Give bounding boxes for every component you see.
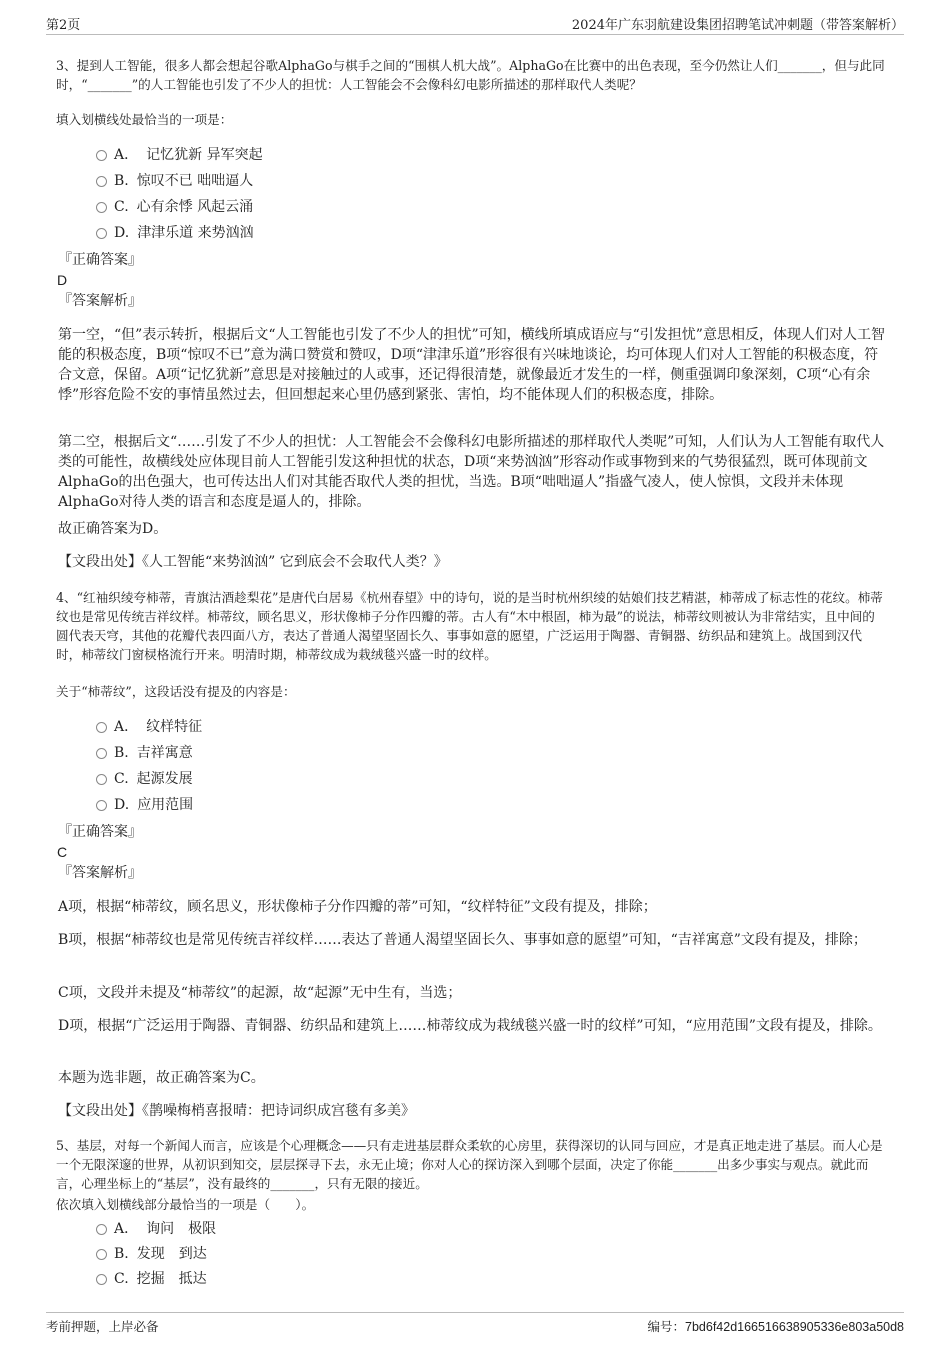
question-4-stem: 4、“红袖织绫夸柿蒂，青旗沽酒趁梨花”是唐代白居易《杭州春望》中的诗句，说的是当时杭州织绫的姑娘们技艺精湛，柿蒂成了标志性的花纹。柿蒂纹也是常见传统吉祥纹样。柿蒂纹，顾名思义，形状像柿子分作四瓣的蒂。古人有“木中根固，柿为最”的说法，柿蒂纹则被认为非常结实，且中间的圆代表天穹，其他的花瓣代表四面八方，表达了普通人渴望坚固长久、事事如意的愿望，广泛运用于陶器、青铜器、纺织品和建筑上。战国到汉代时，柿蒂纹门窗棂格流行开来。明清时期，柿蒂纹成为栽绒毯兴盛一时的纹样。 [56,590,883,662]
question-4-analysis-a: A项，根据“柿蒂纹，顾名思义，形状像柿子分作四瓣的蒂”可知，“纹样特征”文段有提及，排除； [58,899,657,915]
question-4-answer-label: 『正确答案』 [58,824,142,840]
question-5-option-c[interactable]: C. 挖掘 抵达 [96,1268,207,1290]
question-4-option-a[interactable]: A． 纹样特征 [96,716,202,738]
page-header [46,14,904,35]
question-3-analysis-1: 第一空，“但”表示转折，根据后文“人工智能也引发了不少人的担忧”可知，横线所填成语应与“引发担忧”意思相反，体现人们对人工智能的积极态度，B项“惊叹不已”意为满口赞赏和赞叹，D项“津津乐道”形容很有兴味地谈论，均可体现人们对人工智能的积极态度，符合文意，保留。A项“记忆犹新”意思是对接触过的人或事，还记得很清楚，就像最近才发生的一样，侧重强调印象深刻，C项“心有余悸”形容危险不安的事情虽然过去，但回想起来心里仍感到紧张、害怕，均不能体现人们的积极态度，排除。 [58,327,885,403]
question-3-answer: D [57,272,68,288]
page-footer [46,1312,904,1339]
page-number: 第2页 [46,18,81,33]
radio-icon[interactable] [96,202,107,213]
question-3-option-b[interactable]: B. 惊叹不已 咄咄逼人 [96,170,253,192]
question-4-prompt: 关于“柿蒂纹”，这段话没有提及的内容是： [56,684,296,699]
question-4-analysis-b: B项，根据“柿蒂纹也是常见传统吉祥纹样……表达了普通人渴望坚固长久、事事如意的愿望”可知，“吉祥寓意”文段有提及，排除； [58,932,867,948]
question-4-analysis-label: 『答案解析』 [58,865,142,881]
question-4-analysis-conclusion: 本题为选非题，故正确答案为C。 [58,1070,265,1086]
question-4-option-c[interactable]: C. 起源发展 [96,768,193,790]
question-3-analysis-2: 第二空，根据后文“……引发了不少人的担忧：人工智能会不会像科幻电影所描述的那样取代人类呢”可知，人们认为人工智能有取代人类的可能性，故横线处应体现目前人工智能引发这种担忧的状态，D项“来势汹汹”形容动作或事物到来的气势很猛烈，既可体现前文AlphaGo的出色强大，也可传达出人们对其能否取代人类的担忧，当选。B项“咄咄逼人”指盛气凌人，使人惊惧，文段并未体现AlphaGo对待人类的语言和态度是逼人的，排除。 [58,434,885,510]
question-4-option-b[interactable]: B. 吉祥寓意 [96,742,193,764]
footer-slogan: 考前押题，上岸必备 [46,1319,159,1334]
document-title: 2024年广东羽航建设集团招聘笔试冲刺题（带答案解析） [571,18,904,33]
question-3-option-d[interactable]: D. 津津乐道 来势汹汹 [96,222,254,244]
radio-icon[interactable] [96,748,107,759]
question-5-option-b[interactable]: B. 发现 到达 [96,1243,207,1265]
question-4-answer: C [57,844,68,860]
question-3-source: 【文段出处】《人工智能“来势汹汹” 它到底会不会取代人类？》 [58,554,448,570]
radio-icon[interactable] [96,1249,107,1260]
question-5-option-a[interactable]: A． 询问 极限 [96,1218,216,1240]
question-5-stem: 5、基层，对每一个新闻人而言，应该是个心理概念——只有走进基层群众柔软的心房里，获得深切的认同与回应，才是真正地走进了基层。而人心是一个无限深邃的世界，从初识到知交，层层探寻下去，永无止境；你对人心的探访深入到哪个层面，决定了你能_______出多少事实与观点。就此而言，心理坐标上的“基层”，没有最终的_______，只有无限的接近。 [56,1138,883,1191]
document-code: 编号：7bd6f42d166516638905336e803a50d8 [647,1320,904,1334]
question-3-option-c[interactable]: C. 心有余悸 风起云涌 [96,196,253,218]
question-3-analysis-label: 『答案解析』 [58,293,142,309]
question-3-answer-label: 『正确答案』 [58,252,142,268]
question-4-analysis-c: C项，文段并未提及“柿蒂纹”的起源，故“起源”无中生有，当选； [58,985,462,1001]
question-4-source: 【文段出处】《鹊噪梅梢喜报晴：把诗词织成宫毯有多美》 [58,1103,415,1119]
radio-icon[interactable] [96,176,107,187]
question-3-stem: 3、提到人工智能，很多人都会想起谷歌AlphaGo与棋手之间的“围棋人机大战”。AlphaGo在比赛中的出色表现，至今仍然让人们_______，但与此同时，“_______”的人工智能也引发了不少人的担忧：人工智能会不会像科幻电影所描述的那样取代人类呢？ [56,58,885,92]
question-4-analysis-d: D项，根据“广泛运用于陶器、青铜器、纺织品和建筑上……柿蒂纹成为栽绒毯兴盛一时的纹样”可知，“应用范围”文段有提及，排除。 [58,1018,882,1034]
radio-icon[interactable] [96,150,107,161]
question-3-prompt: 填入划横线处最恰当的一项是： [56,112,233,127]
question-3-analysis-3: 故正确答案为D。 [58,521,168,537]
radio-icon[interactable] [96,228,107,239]
radio-icon[interactable] [96,774,107,785]
question-3-option-a[interactable]: A． 记忆犹新 异军突起 [96,144,263,166]
radio-icon[interactable] [96,1224,107,1235]
question-4-option-d[interactable]: D. 应用范围 [96,794,193,816]
radio-icon[interactable] [96,722,107,733]
question-5-prompt: 依次填入划横线部分最恰当的一项是（ ）。 [56,1197,315,1212]
radio-icon[interactable] [96,800,107,811]
radio-icon[interactable] [96,1274,107,1285]
